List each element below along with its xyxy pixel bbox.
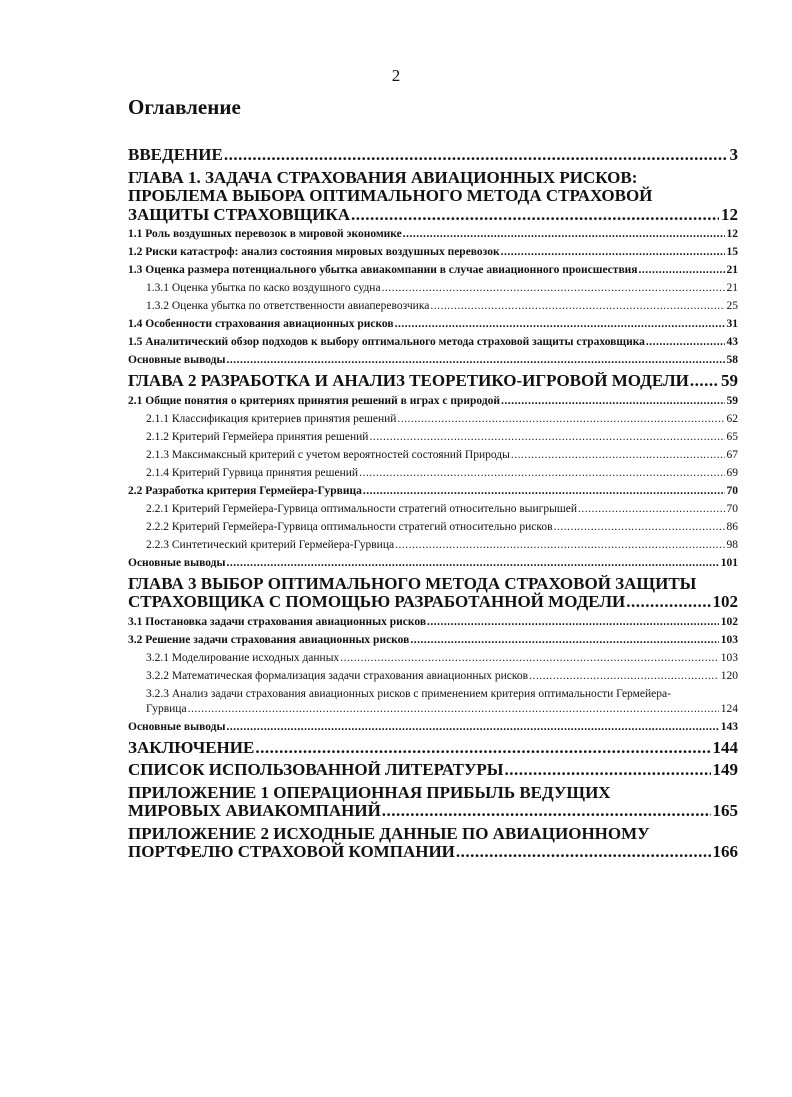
- toc-entry-title: ПРИЛОЖЕНИЕ 1 ОПЕРАЦИОННАЯ ПРИБЫЛЬ ВЕДУЩИХ МИРОВЫХ АВИАКОМПАНИЙ .....: [128, 784, 611, 821]
- toc-entry-page: 149: [712, 761, 738, 779]
- toc-entry-title: 2.2 Разработка критерия Гермейера-Гурвица .....: [128, 485, 362, 497]
- toc-entry-title: 2.1.2 Критерий Гермейера принятия решений .....: [146, 431, 368, 443]
- table-of-contents: [128, 146, 738, 865]
- toc-entry-page: 12: [726, 228, 738, 240]
- toc-entry-page: 69: [726, 466, 738, 479]
- toc-title: Оглавление: [128, 95, 241, 119]
- toc-entry-title: ГЛАВА 2 РАЗРАБОТКА И АНАЛИЗ ТЕОРЕТИКО-ИГРОВОЙ МОДЕЛИ .....: [128, 372, 689, 390]
- toc-entry[interactable]: [146, 687, 738, 717]
- toc-entry-title: 3.2 Решение задачи страхования авиационных рисков .....: [128, 634, 409, 646]
- toc-entry[interactable]: [146, 412, 738, 427]
- toc-entry-page: 21: [726, 282, 738, 294]
- toc-entry-page: 86: [726, 520, 738, 533]
- toc-entry[interactable]: [146, 448, 738, 463]
- toc-entry[interactable]: [146, 538, 738, 553]
- toc-entry-title: 3.2.2 Математическая формализация задачи страхования авиационных рисков .....: [146, 670, 528, 682]
- toc-entry-title: 2.1 Общие понятия о критериях принятия решений в играх с природой .....: [128, 395, 500, 407]
- toc-entry-page: 67: [726, 448, 738, 461]
- toc-entry-title: 1.3.1 Оценка убытка по каско воздушного судна .....: [146, 282, 381, 294]
- page-number: 2: [391, 66, 401, 85]
- toc-entry[interactable]: [128, 739, 738, 758]
- toc-entry-title: 2.2.1 Критерий Гермейера-Гурвица оптимальности стратегий относительно выигрышей .....: [146, 503, 577, 515]
- toc-entry[interactable]: [146, 520, 738, 535]
- toc-entry-page: 103: [720, 633, 738, 646]
- toc-entry-title: 2.2.2 Критерий Гермейера-Гурвица оптимальности стратегий относительно рисков .....: [146, 521, 553, 533]
- toc-entry-title: ГЛАВА 1. ЗАДАЧА СТРАХОВАНИЯ АВИАЦИОННЫХ РИСКОВ: ПРОБЛЕМА ВЫБОРА ОПТИМАЛЬНОГО МЕТОДА СТРАХОВОЙ ЗАЩИТЫ СТРАХОВЩИКА .....: [128, 169, 652, 224]
- toc-entry-title: 1.3 Оценка размера потенциального убытка авиакомпании в случае авиационного происшествия .....: [128, 264, 638, 276]
- toc-entry-page: 101: [720, 556, 738, 569]
- toc-entry-page: 31: [726, 318, 738, 330]
- toc-entry-title: 1.4 Особенности страхования авиационных рисков .....: [128, 318, 394, 330]
- toc-entry-page: 70: [726, 502, 738, 515]
- toc-entry-title: 2.1.3 Максимаксный критерий с учетом вероятностей состояний Природы .....: [146, 449, 510, 461]
- toc-entry-title: 3.2.1 Моделирование исходных данных .....: [146, 652, 339, 664]
- toc-entry-page: 3: [729, 146, 738, 164]
- toc-entry-title: 3.1 Постановка задачи страхования авиационных рисков .....: [128, 616, 426, 628]
- toc-entry[interactable]: [128, 146, 738, 165]
- toc-entry-page: 15: [726, 246, 738, 258]
- toc-entry[interactable]: [128, 245, 738, 260]
- toc-entry-page: 59: [726, 394, 738, 407]
- toc-entry-page: 124: [720, 702, 738, 715]
- toc-entry-page: 143: [720, 720, 738, 733]
- toc-entry[interactable]: [128, 227, 738, 242]
- toc-entry[interactable]: [128, 720, 738, 735]
- toc-entry[interactable]: [146, 299, 738, 314]
- toc-entry[interactable]: [128, 372, 738, 391]
- toc-entry-page: 43: [726, 336, 738, 348]
- toc-entry-title: 1.2 Риски катастроф: анализ состояния мировых воздушных перевозок .....: [128, 246, 500, 258]
- toc-entry-page: 21: [726, 264, 738, 276]
- toc-entry[interactable]: [146, 669, 738, 684]
- toc-entry-page: 144: [712, 738, 738, 757]
- toc-entry-title: 2.1.4 Критерий Гурвица принятия решений .....: [146, 467, 358, 479]
- toc-entry-page: 102: [720, 615, 738, 628]
- toc-entry-title: 2.1.1 Классификация критериев принятия решений .....: [146, 413, 396, 425]
- toc-entry-page: 25: [726, 300, 738, 312]
- toc-entry-title: ПРИЛОЖЕНИЕ 2 ИСХОДНЫЕ ДАННЫЕ ПО АВИАЦИОННОМУ ПОРТФЕЛЮ СТРАХОВОЙ КОМПАНИИ .....: [128, 825, 650, 862]
- toc-entry[interactable]: [128, 825, 738, 862]
- toc-entry-page: 166: [712, 842, 738, 861]
- toc-entry[interactable]: [128, 784, 738, 821]
- toc-entry[interactable]: [128, 484, 738, 499]
- toc-entry[interactable]: [128, 263, 738, 278]
- toc-entry-page: 70: [726, 484, 738, 497]
- toc-entry-page: 62: [726, 412, 738, 425]
- toc-entry[interactable]: [128, 317, 738, 332]
- toc-entry[interactable]: [128, 575, 738, 612]
- toc-entry-page: 59: [721, 372, 738, 390]
- toc-entry-page: 103: [720, 651, 738, 664]
- toc-entry-title: ВВЕДЕНИЕ .....: [128, 146, 223, 164]
- toc-entry-title: 3.2.3 Анализ задачи страхования авиационных рисков с применением критерия оптимальности Гермейера-Гурвица .....: [146, 688, 671, 715]
- toc-entry-page: 98: [726, 538, 738, 551]
- toc-entry[interactable]: [128, 394, 738, 409]
- toc-entry[interactable]: [128, 761, 738, 780]
- toc-entry-title: СПИСОК ИСПОЛЬЗОВАННОЙ ЛИТЕРАТУРЫ .....: [128, 761, 504, 779]
- toc-entry-title: ГЛАВА 3 ВЫБОР ОПТИМАЛЬНОГО МЕТОДА СТРАХОВОЙ ЗАЩИТЫ СТРАХОВЩИКА С ПОМОЩЬЮ РАЗРАБОТАННОЙ МОДЕЛИ .....: [128, 575, 696, 612]
- toc-entry-page: 102: [712, 592, 738, 611]
- toc-entry-page: 120: [720, 669, 738, 682]
- toc-entry[interactable]: [128, 335, 738, 350]
- toc-entry-title: ЗАКЛЮЧЕНИЕ .....: [128, 739, 254, 757]
- toc-entry[interactable]: [146, 502, 738, 517]
- toc-entry-title: Основные выводы .....: [128, 721, 225, 733]
- toc-entry-title: 1.5 Аналитический обзор подходов к выбору оптимального метода страховой защиты страховщика .....: [128, 336, 645, 348]
- toc-entry-page: 58: [726, 354, 738, 366]
- toc-entry[interactable]: [128, 633, 738, 648]
- toc-entry[interactable]: [128, 556, 738, 571]
- toc-entry[interactable]: [146, 651, 738, 666]
- toc-entry-title: Основные выводы .....: [128, 557, 225, 569]
- toc-entry[interactable]: [146, 281, 738, 296]
- toc-entry-page: 65: [726, 430, 738, 443]
- toc-entry[interactable]: [128, 615, 738, 630]
- toc-entry[interactable]: [146, 466, 738, 481]
- toc-entry-page: 12: [721, 204, 738, 224]
- toc-entry[interactable]: [146, 430, 738, 445]
- toc-entry-title: 2.2.3 Синтетический критерий Гермейера-Гурвица .....: [146, 539, 394, 551]
- toc-entry-page: 165: [712, 801, 738, 820]
- toc-entry-title: 1.3.2 Оценка убытка по ответственности авиаперевозчика .....: [146, 300, 429, 312]
- toc-entry[interactable]: [128, 353, 738, 368]
- toc-entry-title: 1.1 Роль воздушных перевозок в мировой экономике .....: [128, 228, 402, 240]
- toc-entry-title: Основные выводы .....: [128, 354, 225, 366]
- toc-entry[interactable]: [128, 169, 738, 225]
